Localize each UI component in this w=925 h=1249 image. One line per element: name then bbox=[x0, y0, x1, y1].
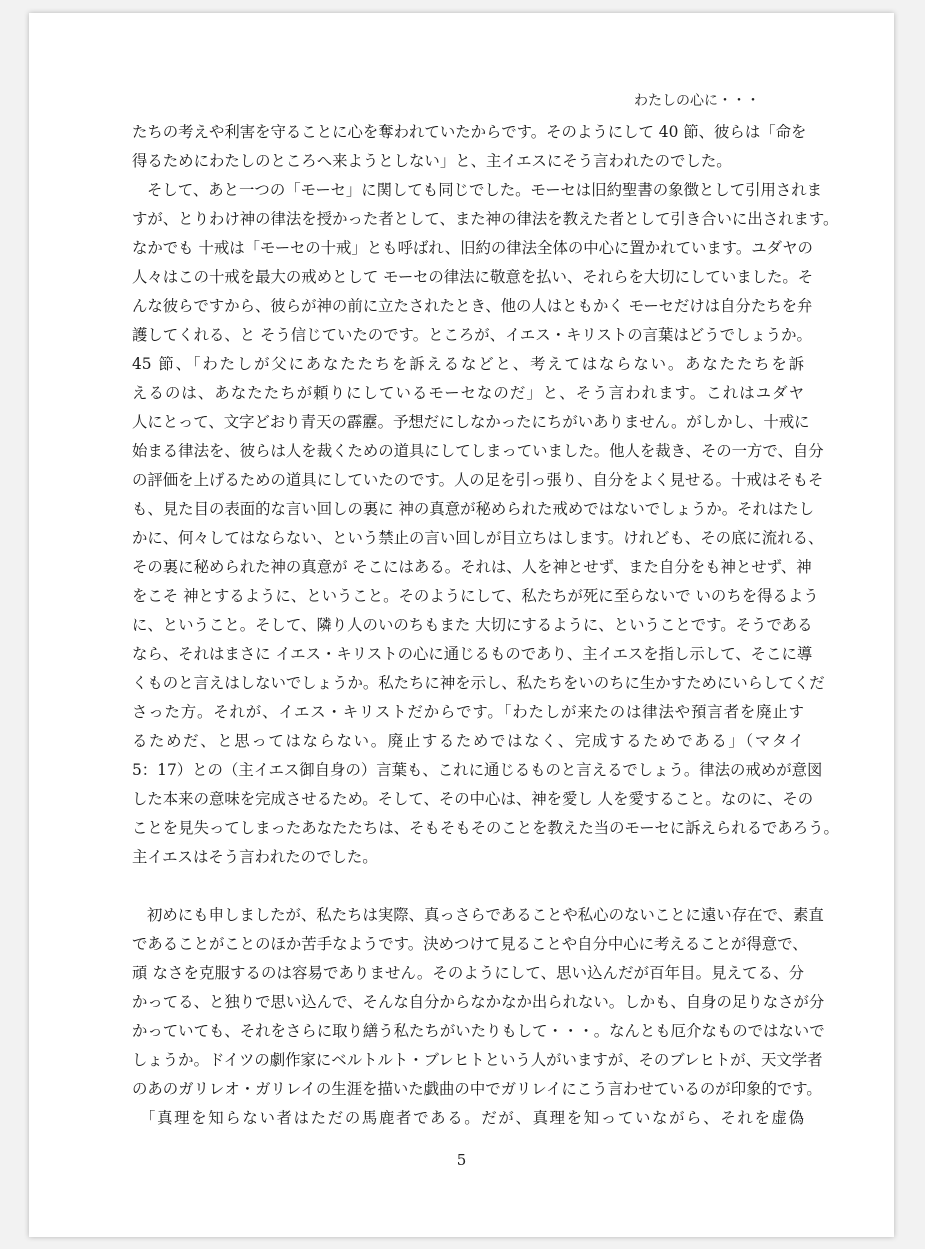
text-line: 5：17）との（主イエス御自身の）言葉も、これに通じるものと言えるでしょう。律法の戒めが意図 bbox=[132, 761, 823, 779]
text-line: なら、それはまさに イエス・キリストの心に通じるものであり、主イエスを指し示して、そこに導 bbox=[132, 645, 813, 663]
text-line: かってる、と独りで思い込んで、そんな自分からなかなか出られない。しかも、自身の足りなさが分 bbox=[132, 993, 825, 1011]
text-line: くものと言えはしないでしょうか。私たちに神を示し、私たちをいのちに生かすためにいらしてくだ bbox=[132, 674, 825, 692]
text-line: かっていても、それをさらに取り繕う私たちがいたりもして・・・。なんとも厄介なものではないで bbox=[132, 1022, 825, 1040]
paragraph-gap bbox=[132, 872, 804, 901]
text-line: しょうか。ドイツの劇作家にベルトルト・ブレヒトという人がいますが、そのブレヒトが、天文学者 bbox=[132, 1051, 823, 1069]
text-line: の評価を上げるための道具にしていたのです。人の足を引っ張り、自分をよく見せる。十戒はそもそ bbox=[132, 471, 824, 489]
text-line: 初めにも申しましたが、私たちは実際、真っさらであることや私心のないことに遠い存在で、素直 bbox=[147, 906, 824, 924]
running-header: わたしの心に・・・ bbox=[634, 93, 760, 109]
text-line: んな彼らですから、彼らが神の前に立たされたとき、他の人はともかく モーセだけは自分たちを弁 bbox=[132, 297, 813, 315]
text-line: すが、とりわけ神の律法を授かった者として、また神の律法を教えた者として引き合いに出されます。 bbox=[132, 210, 839, 228]
text-line: 「真理を知らない者はただの馬鹿者である。だが、真理を知っていながら、それを虚偽 bbox=[140, 1109, 804, 1127]
text-line: 45 節、「わたしが父にあなたたちを訴えるなどと、考えてはならない。あなたたちを訴 bbox=[132, 355, 804, 373]
text-line: るためだ、と思ってはならない。廃止するためではなく、完成するためである」（マタイ bbox=[132, 732, 804, 750]
text-line: そして、あと一つの「モーセ」に関しても同じでした。モーセは旧約聖書の象徴として引用されま bbox=[147, 181, 823, 199]
text-line: も、見た目の表面的な言い回しの裏に 神の真意が秘められた戒めではないでしょうか。それはたし bbox=[132, 500, 815, 518]
text-line: ことを見失ってしまったあなたたちは、そもそもそのことを教えた当のモーセに訴えられるであろう。 bbox=[132, 819, 839, 837]
text-line: 始まる律法を、彼らは人を裁くための道具にしてしまっていました。他人を裁き、その一方で、自分 bbox=[132, 442, 824, 460]
text-line: たちの考えや利害を守ることに心を奪われていたからです。そのようにして 40 節、彼らは「命を bbox=[132, 123, 807, 141]
text-line: をこそ 神とするように、ということ。そのようにして、私たちが死に至らないで いのちを得るよう bbox=[132, 587, 819, 605]
text-line: えるのは、あなたたちが頼りにしているモーセなのだ」と、そう言われます。これはユダヤ bbox=[132, 384, 804, 402]
document-page bbox=[29, 13, 894, 1237]
text-line: 人にとって、文字どおり青天の霹靂。予想だにしなかったにちがいありません。がしかし、十戒に bbox=[132, 413, 810, 431]
text-line: 得るためにわたしのところへ来ようとしない」と、主イエスにそう言われたのでした。 bbox=[132, 152, 732, 170]
text-line: であることがことのほか苦手なようです。決めつけて見ることや自分中心に考えることが得意で、 bbox=[132, 935, 808, 953]
text-line: 護してくれる、と そう信じていたのです。ところが、イエス・キリストの言葉はどうでしょうか。 bbox=[132, 326, 812, 344]
body-text bbox=[132, 118, 839, 1133]
text-line: その裏に秘められた神の真意が そこにはある。それは、人を神とせず、また自分をも神とせず、神 bbox=[132, 558, 812, 576]
text-line: に、ということ。そして、隣り人のいのちもまた 大切にするように、ということです。そうである bbox=[132, 616, 813, 634]
text-line: のあのガリレオ・ガリレイの生涯を描いた戯曲の中でガリレイにこう言わせているのが印象的です。 bbox=[132, 1080, 822, 1098]
text-line: かに、何々してはならない、という禁止の言い回しが目立ちはします。けれども、その底に流れる、 bbox=[132, 529, 824, 547]
text-line: さった方。それが、イエス・キリストだからです。「わたしが来たのは律法や預言者を廃止す bbox=[132, 703, 804, 721]
page-number: 5 bbox=[456, 1151, 467, 1169]
text-line: 頑 なさを克服するのは容易でありません。そのようにして、思い込んだが百年目。見えてる、分 bbox=[132, 964, 804, 982]
text-line: なかでも 十戒は「モーセの十戒」とも呼ばれ、旧約の律法全体の中心に置かれています。ユダヤの bbox=[132, 239, 813, 257]
text-line: 主イエスはそう言われたのでした。 bbox=[132, 848, 378, 866]
text-line: 人々はこの十戒を最大の戒めとして モーセの律法に敬意を払い、それらを大切にしていました。そ bbox=[132, 268, 814, 286]
text-line: した本来の意味を完成させるため。そして、その中心は、神を愛し 人を愛すること。なのに、その bbox=[132, 790, 814, 808]
